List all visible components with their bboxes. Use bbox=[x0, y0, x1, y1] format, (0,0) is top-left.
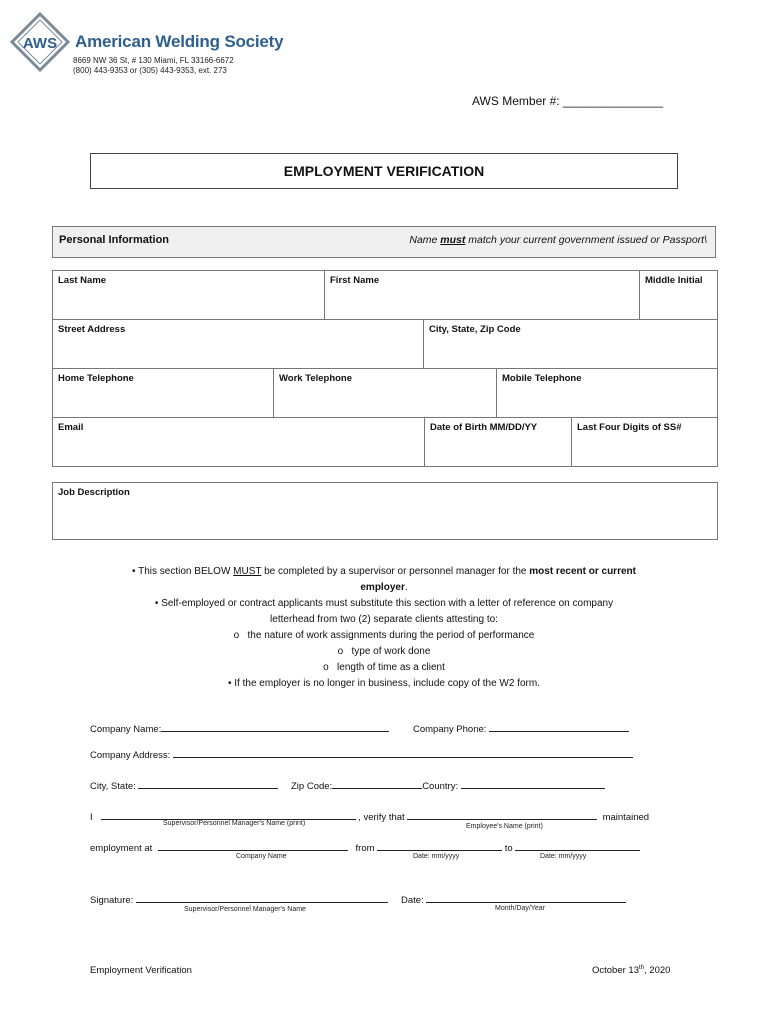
last-name-field[interactable]: Last Name bbox=[52, 270, 325, 320]
aws-member-field[interactable]: AWS Member #: _______________ bbox=[472, 94, 664, 108]
work-telephone-field[interactable]: Work Telephone bbox=[274, 369, 497, 418]
footer-date: October 13th, 2020 bbox=[592, 965, 671, 977]
to-date-caption: Date: mm/yyyy bbox=[540, 853, 587, 860]
job-description-field[interactable]: Job Description bbox=[52, 482, 718, 540]
instructions: • This section BELOW MUST be completed by a supervisor or personnel manager for the most recent or current employer. • Self-employed or contract applicants must substitute this section with a letter of reference on company letterhead from two (2) separate clients attesting to: o the nature of work assignments during the period of performance o type of work done o length of time as a client • If the employer is no longer in business, include copy of the W2 form. bbox=[90, 564, 678, 692]
ssn-last4-field[interactable]: Last Four Digits of SS# bbox=[572, 418, 718, 467]
instruction-sub-3: o length of time as a client bbox=[323, 662, 445, 673]
company-address-line[interactable]: Company Address: bbox=[90, 747, 633, 761]
country-line[interactable] bbox=[461, 778, 605, 789]
instruction-bullet-1: • This section BELOW MUST be completed by a supervisor or personnel manager for the most recent or current bbox=[132, 566, 636, 577]
country-label: Country: bbox=[422, 781, 459, 792]
signature-line[interactable]: Signature: bbox=[90, 892, 388, 906]
signature-date-line[interactable]: Date: bbox=[401, 892, 626, 906]
date-caption: Month/Day/Year bbox=[495, 905, 545, 912]
footer-left: Employment Verification bbox=[90, 965, 192, 976]
from-date-caption: Date: mm/yyyy bbox=[413, 853, 460, 860]
aws-logo bbox=[10, 12, 70, 72]
instruction-sub-1: o the nature of work assignments during the period of performance bbox=[233, 630, 535, 641]
logo-text: AWS bbox=[22, 35, 58, 52]
zip-code-line[interactable]: Zip Code: Country: bbox=[291, 778, 605, 792]
company-phone-line[interactable]: Company Phone: bbox=[413, 721, 629, 735]
email-field[interactable]: Email bbox=[52, 418, 425, 467]
employment-at-line[interactable]: employment at from to bbox=[90, 840, 640, 854]
employee-caption: Employee's Name (print) bbox=[466, 823, 543, 830]
org-address: 8669 NW 36 St, # 130 Miami, FL 33166-6672 (800) 443-9353 or (305) 443-9353, ext. 273 bbox=[73, 56, 234, 75]
company-name-line[interactable]: Company Name: bbox=[90, 721, 389, 735]
home-telephone-field[interactable]: Home Telephone bbox=[52, 369, 274, 418]
company-caption: Company Name bbox=[236, 853, 287, 860]
middle-initial-field[interactable]: Middle Initial bbox=[640, 270, 718, 320]
mobile-telephone-field[interactable]: Mobile Telephone bbox=[497, 369, 718, 418]
instruction-sub-2: o type of work done bbox=[337, 646, 431, 657]
dob-field[interactable]: Date of Birth MM/DD/YY bbox=[425, 418, 572, 467]
personal-info-heading: Personal Information bbox=[59, 234, 170, 246]
city-state-zip-field[interactable]: City, State, Zip Code bbox=[424, 320, 718, 369]
page-title: EMPLOYMENT VERIFICATION bbox=[90, 153, 678, 189]
supervisor-verify-line[interactable]: I , verify that maintained bbox=[90, 809, 649, 823]
supervisor-caption: Supervisor/Personnel Manager's Name (print) bbox=[163, 820, 306, 827]
personal-info-header bbox=[52, 226, 716, 258]
instruction-bullet-2: • Self-employed or contract applicants must substitute this section with a letter of reference on company bbox=[154, 598, 614, 609]
street-address-field[interactable]: Street Address bbox=[52, 320, 424, 369]
city-state-line[interactable]: City, State: bbox=[90, 778, 278, 792]
org-name: American Welding Society bbox=[75, 32, 284, 51]
first-name-field[interactable]: First Name bbox=[325, 270, 640, 320]
instruction-bullet-3: • If the employer is no longer in business, include copy of the W2 form. bbox=[228, 678, 540, 689]
name-match-note: Name must match your current government issued or Passport\ bbox=[409, 234, 707, 246]
signature-caption: Supervisor/Personnel Manager's Name bbox=[184, 906, 306, 913]
